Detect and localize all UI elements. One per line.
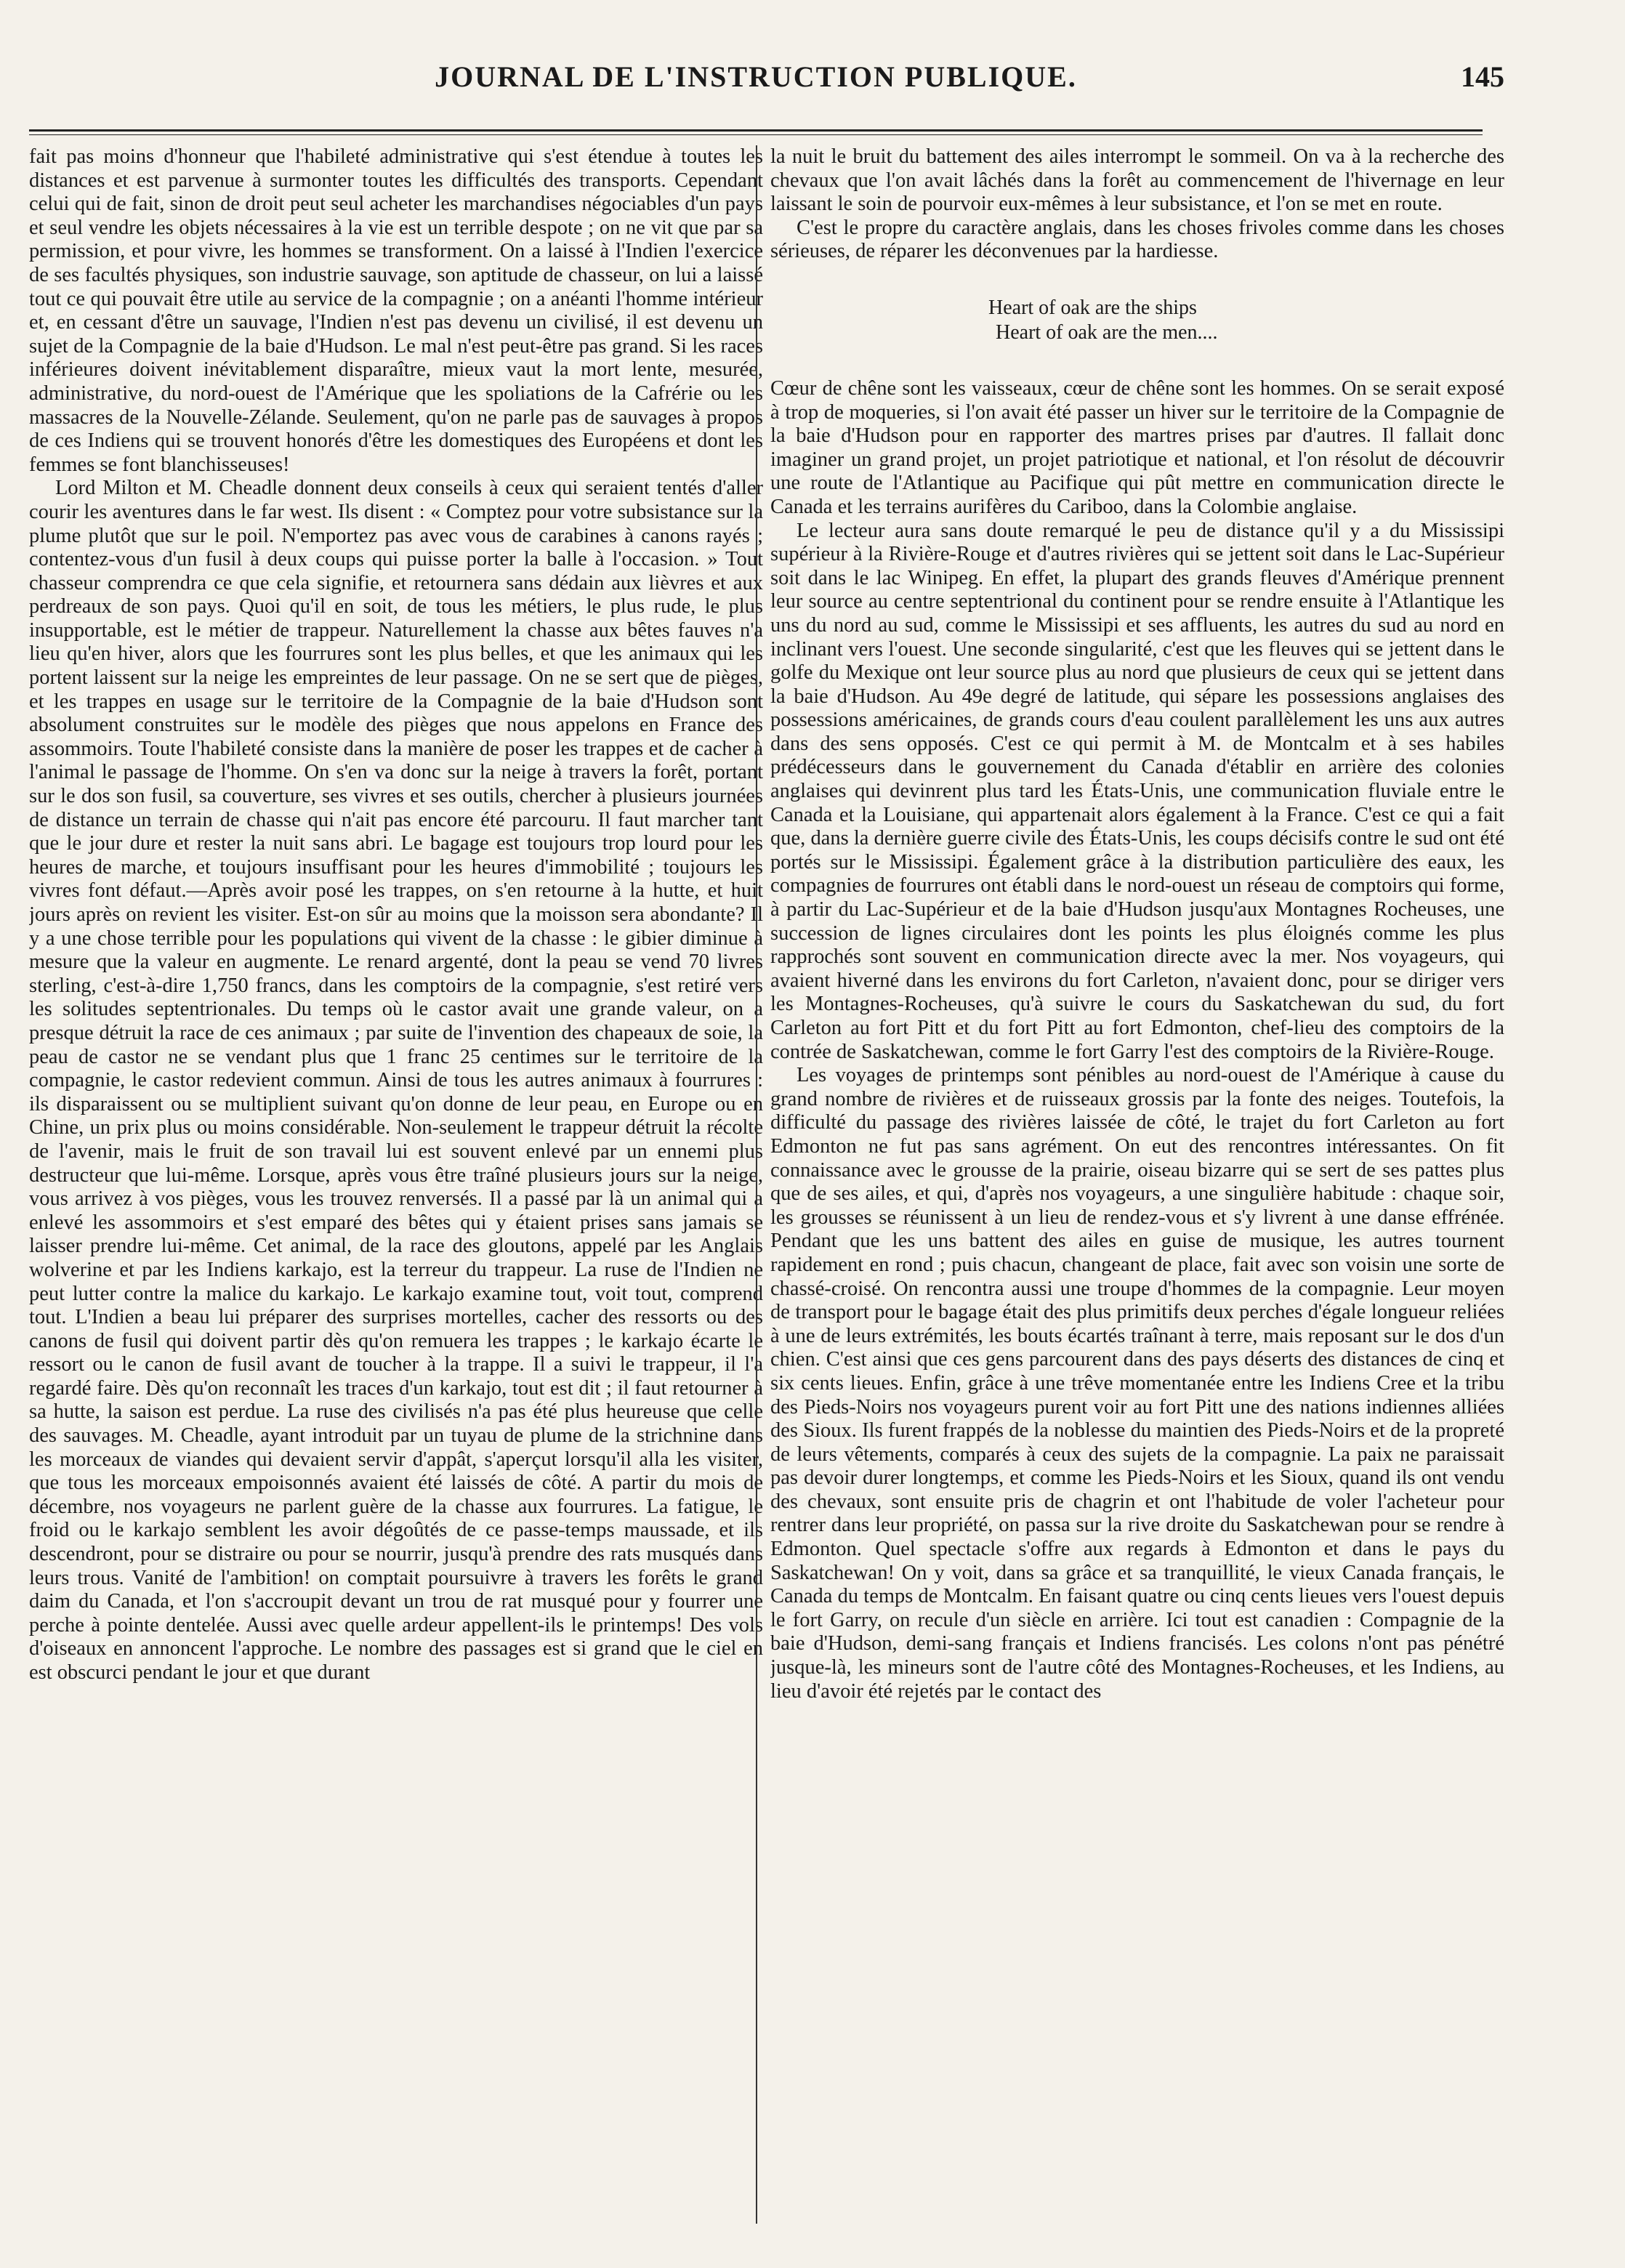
paragraph: Les voyages de printemps sont pénibles au nord-ouest de l'Amérique à cause du grand nombre de rivières et de ruisseaux grossis par la fonte des neiges. Toutefois, la difficulté du passage des rivières laissée de côté, le trajet du fort Carleton au fort Edmonton ne fut pas sans agrément. On eut des rencontres intéressantes. On fit connaissance avec le grousse de la prairie, oiseau bizarre qui se sert de ses pattes plus que de ses ailes, et qui, d'après nos voyageurs, a une singulière habitude : chaque soir, les grousses se réunissent à un lieu de rendez-vous et s'y livrent à une danse effrénée. Pendant que les uns battent des ailes en guise de musique, les autres tournent rapidement en rond ; puis chacun, changeant de place, fait avec son voisin une sorte de chassé-croisé. On rencontra aussi une troupe d'hommes de la compagnie. Leur moyen de transport pour le bagage était des plus primitifs deux perches d'égale longueur reliées à une de leurs extrémités, les bouts écartés traînant à terre, mais reposant sur le dos d'un chien. C'est ainsi que ces gens parcourent dans des pays déserts des distances de cinq et six cents lieues. Enfin, grâce à une trêve momentanée entre les Indiens Cree et la tribu des Pieds-Noirs nos voyageurs purent voir au fort Pitt une des nations indiennes alliées des Sioux. Ils furent frappés de la noblesse du maintien des Pieds-Noirs et de la propreté de leurs vêtements, comparés à ceux des sujets de la compagnie. La paix ne paraissait pas devoir durer longtemps, et comme les Pieds-Noirs et les Sioux, quand ils ont vendu des chevaux, sont ensuite pris de chagrin et ont l'habitude de voler l'acheteur pour rentrer dans leur propriété, on passa sur la rive droite du Saskatchewan pour se rendre à Edmonton. Quel spectacle s'offre aux regards à Edmonton et dans le pays du Saskatchewan! On y voit, dans sa grâce et sa tranquillité, le vieux Canada français, le Canada du temps de Montcalm. En faisant quatre ou cinq cents lieues vers l'ouest depuis le fort Garry, on recule d'un siècle en arrière. Ici tout est canadien : Compagnie de la baie d'Hudson, demi-sang français et Indiens francisés. Les colons n'ont pas pénétré jusque-là, les mineurs sont de l'autre côté des Montagnes-Rocheuses, et les Indiens, au lieu d'avoir été rejetés par le contact des [770, 1064, 1504, 1703]
paragraph: C'est le propre du caractère anglais, dans les choses frivoles comme dans les choses sérieuses, de réparer les déconvenues par la hardiesse. [770, 216, 1504, 263]
column-divider [756, 145, 757, 2224]
page-number: 145 [1461, 60, 1504, 93]
paragraph: Cœur de chêne sont les vaisseaux, cœur de chêne sont les hommes. On se serait exposé à trop de moqueries, si l'on avait été passer un hiver sur le territoire de la Compagnie de la baie d'Hudson pour en rapporter des martres prises par d'autres. Il fallait donc imaginer un grand projet, un projet patriotique et national, et l'on résolut de découvrir une route de l'Atlantique au Pacifique qui pût mettre en communication directe le Canada et les terrains aurifères du Cariboo, dans la Colombie anglaise. [770, 376, 1504, 518]
paragraph: la nuit le bruit du battement des ailes interrompt le sommeil. On va à la recherche des chevaux que l'on avait lâchés dans la forêt au commencement de l'hivernage en leur laissant le soin de pourvoir eux-mêmes à leur subsistance, et l'on se met en route. [770, 145, 1504, 216]
paragraph: Lord Milton et M. Cheadle donnent deux conseils à ceux qui seraient tentés d'aller courir les aventures dans le far west. Ils disent : « Comptez pour votre subsistance sur la plume plutôt que sur le poil. N'emportez pas avec vous de carabines à canons rayés ; contentez-vous d'un fusil à deux coups qui puisse porter la balle à l'occasion. » Tout chasseur comprendra ce que cela signifie, et retournera sans dédain aux lièvres et aux perdreaux de son pays. Quoi qu'il en soit, de tous les métiers, le plus rude, le plus insupportable, est le métier de trappeur. Naturellement la chasse aux bêtes fauves n'a lieu qu'en hiver, alors que les fourrures sont les plus belles, et que les animaux qui les portent laissent sur la neige les empreintes de leur passage. On ne se sert que de pièges, et les trappes en usage sur le territoire de la Compagnie de la baie d'Hudson sont absolument construites sur le modèle des pièges que nous appelons en France des assommoirs. Toute l'habileté consiste dans la manière de poser les trappes et de cacher à l'animal le passage de l'homme. On s'en va donc sur la neige à travers la forêt, portant sur le dos son fusil, sa couverture, ses vivres et ses outils, chercher à plusieurs journées de distance un terrain de chasse qui n'ait pas encore été parcouru. Il faut marcher tant que le jour dure et rester la nuit sans abri. Le bagage est toujours trop lourd pour les heures de marche, et toujours insuffisant pour les heures d'immobilité ; toujours les vivres font défaut.—Après avoir posé les trappes, on s'en retourne à la hutte, et huit jours après on revient les visiter. Est-on sûr au moins que la moisson sera abondante? Il y a une chose terrible pour les populations qui vivent de la chasse : le gibier diminue à mesure que la valeur en augmente. Le renard argenté, dont la peau se vend 70 livres sterling, c'est-à-dire 1,750 francs, dans les comptoirs de la compagnie, s'est retiré vers les solitudes septentrionales. Du temps où le castor avait une grande valeur, on a presque détruit la race de ces animaux ; par suite de l'invention des chapeaux de soie, la peau de castor ne se vendant plus que 1 franc 25 centimes sur le territoire de la compagnie, le castor redevient commun. Ainsi de tous les autres animaux à fourrures : ils disparaissent ou se multiplient suivant qu'on donne de leur peau, en Europe ou en Chine, un prix plus ou moins considérable. Non-seulement le trappeur détruit la récolte de l'avenir, mais le fruit de son travail lui est souvent enlevé par un ennemi plus destructeur que lui-même. Lorsque, après vous être traîné plusieurs jours sur la neige, vous arrivez à vos pièges, vous les trouvez renversés. Il a passé par là un animal qui a enlevé les assommoirs et s'est emparé des bêtes qui y étaient prises sans jamais se laisser prendre lui-même. Cet animal, de la race des gloutons, appelé par les Anglais wolverine et par les Indiens karkajo, est la terreur du trappeur. La ruse de l'Indien ne peut lutter contre la malice du karkajo. Le karkajo examine tout, voit tout, comprend tout. L'Indien a beau lui préparer des surprises mortelles, cacher des ressorts ou des canons de fusil qui doivent partir dès qu'on remuera les trappes ; le karkajo écarte le ressort ou le canon de fusil avant de toucher à la trappe. Il a suivi le trappeur, il l'a regardé faire. Dès qu'on reconnaît les traces d'un karkajo, tout est dit ; il faut retourner à sa hutte, la saison est perdue. La ruse des civilisés n'a pas été plus heureuse que celle des sauvages. M. Cheadle, ayant introduit par un tuyau de plume de la strichnine dans les morceaux de viandes qui devaient servir d'appât, s'aperçut lorsqu'il alla les visiter, que tous les morceaux empoisonnés avaient été laissés de côté. A partir du mois de décembre, nos voyageurs ne parlent guère de la chasse aux fourrures. La fatigue, le froid ou le karkajo semblent les avoir dégoûtés de ce passe-temps maussade, et ils descendront, pour se distraire ou pour se nourrir, jusqu'à prendre des rats musqués dans leurs trous. Vanité de l'ambition! on comptait poursuivre à travers les forêts le grand daim du Canada, et l'on s'accroupit devant un trou de rat musqué pour y fourrer une perche à pointe dentelée. Aussi avec quelle ardeur appellent-ils le printemps! Des vols d'oiseaux en annoncent l'approche. Le nombre des passages est si grand que le ciel en est obscurci pendant le jour et que durant [29, 477, 763, 1684]
paragraph: fait pas moins d'honneur que l'habileté administrative qui s'est étendue à toutes les distances et est parvenue à surmonter toutes les difficultés des transports. Cependant celui qui de fait, sinon de droit peut seul acheter les marchandises négociables d'un pays et seul vendre les objets nécessaires à la vie est un terrible despote ; on ne vit que par sa permission, et pour vivre, les hommes se transforment. On a laissé à l'Indien l'exercice de ses facultés physiques, son industrie sauvage, son aptitude de chasseur, on lui a laissé tout ce qui pouvait être utile au service de la compagnie ; on a anéanti l'homme intérieur et, en cessant d'être un sauvage, l'Indien n'est pas devenu un civilisé, il est devenu un sujet de la Compagnie de la baie d'Hudson. Le mal n'est peut-être pas grand. Si les races inférieures doivent inévitablement disparaître, mieux vaut la mort lente, mesurée, administrative, du nord-ouest de l'Amérique que les spoliations de la Cafrérie ou les massacres de la Nouvelle-Zélande. Seulement, qu'on ne parle pas de sauvages à propos de ces Indiens qui se trouvent honorés d'être les domestiques des Européens et dont les femmes se font blanchisseuses! [29, 145, 763, 476]
verse-quote [988, 296, 1504, 345]
header-rule [29, 129, 1483, 135]
paragraph: Le lecteur aura sans doute remarqué le peu de distance qu'il y a du Mississipi supérieur à la Rivière-Rouge et d'autres rivières qui se jettent soit dans le Lac-Supérieur soit dans le lac Winipeg. En effet, la plupart des grands fleuves d'Amérique prennent leur source au centre septentrional du continent pour se rendre ensuite à l'Atlantique les uns du nord au sud, comme le Mississipi et ses affluents, les autres du sud au nord en inclinant vers l'ouest. Une seconde singularité, c'est que les fleuves qui se jettent dans le golfe du Mexique ont leur source plus au nord que plusieurs de ceux qui se jettent dans la baie d'Hudson. Au 49e degré de latitude, qui sépare les possessions anglaises des possessions américaines, de grands cours d'eau coulent parallèlement les uns aux autres dans des sens opposés. C'est ce qui permit à M. de Montcalm et à ses habiles prédécesseurs dans le gouvernement du Canada d'établir en arrière des colonies anglaises qui devinrent plus tard les États-Unis, une communication fluviale entre le Canada et la Louisiane, qui appartenait alors également à la France. C'est ce qui a fait que, dans la dernière guerre civile des États-Unis, les coups décisifs contre le sud ont été portés sur le Mississipi. Également grâce à la distribution particulière des eaux, les compagnies de fourrures ont établi dans le nord-ouest un réseau de comptoirs qui forme, à partir du Lac-Supérieur et de la baie d'Hudson jusqu'aux Montagnes Rocheuses, une succession de lignes circulaires dont les points les plus éloignés comme les plus rapprochés sont souvent en communication directe avec la mer. Nos voyageurs, qui avaient hiverné dans les environs du fort Carleton, n'avaient donc, pour se diriger vers les Montagnes-Rocheuses, qu'à suivre le cours du Saskatchewan du sud, du fort Carleton au fort Pitt et du fort Pitt au fort Edmonton, chef-lieu des comptoirs de la contrée de Saskatchewan, comme le fort Garry l'est des comptoirs de la Rivière-Rouge. [770, 519, 1504, 1063]
right-column [770, 145, 1504, 2238]
verse-line: Heart of oak are the ships [988, 296, 1197, 319]
page-header [29, 60, 1504, 110]
verse-line: Heart of oak are the men.... [996, 320, 1218, 344]
left-column [29, 145, 763, 2238]
running-title: JOURNAL DE L'INSTRUCTION PUBLIQUE. [435, 60, 1077, 93]
